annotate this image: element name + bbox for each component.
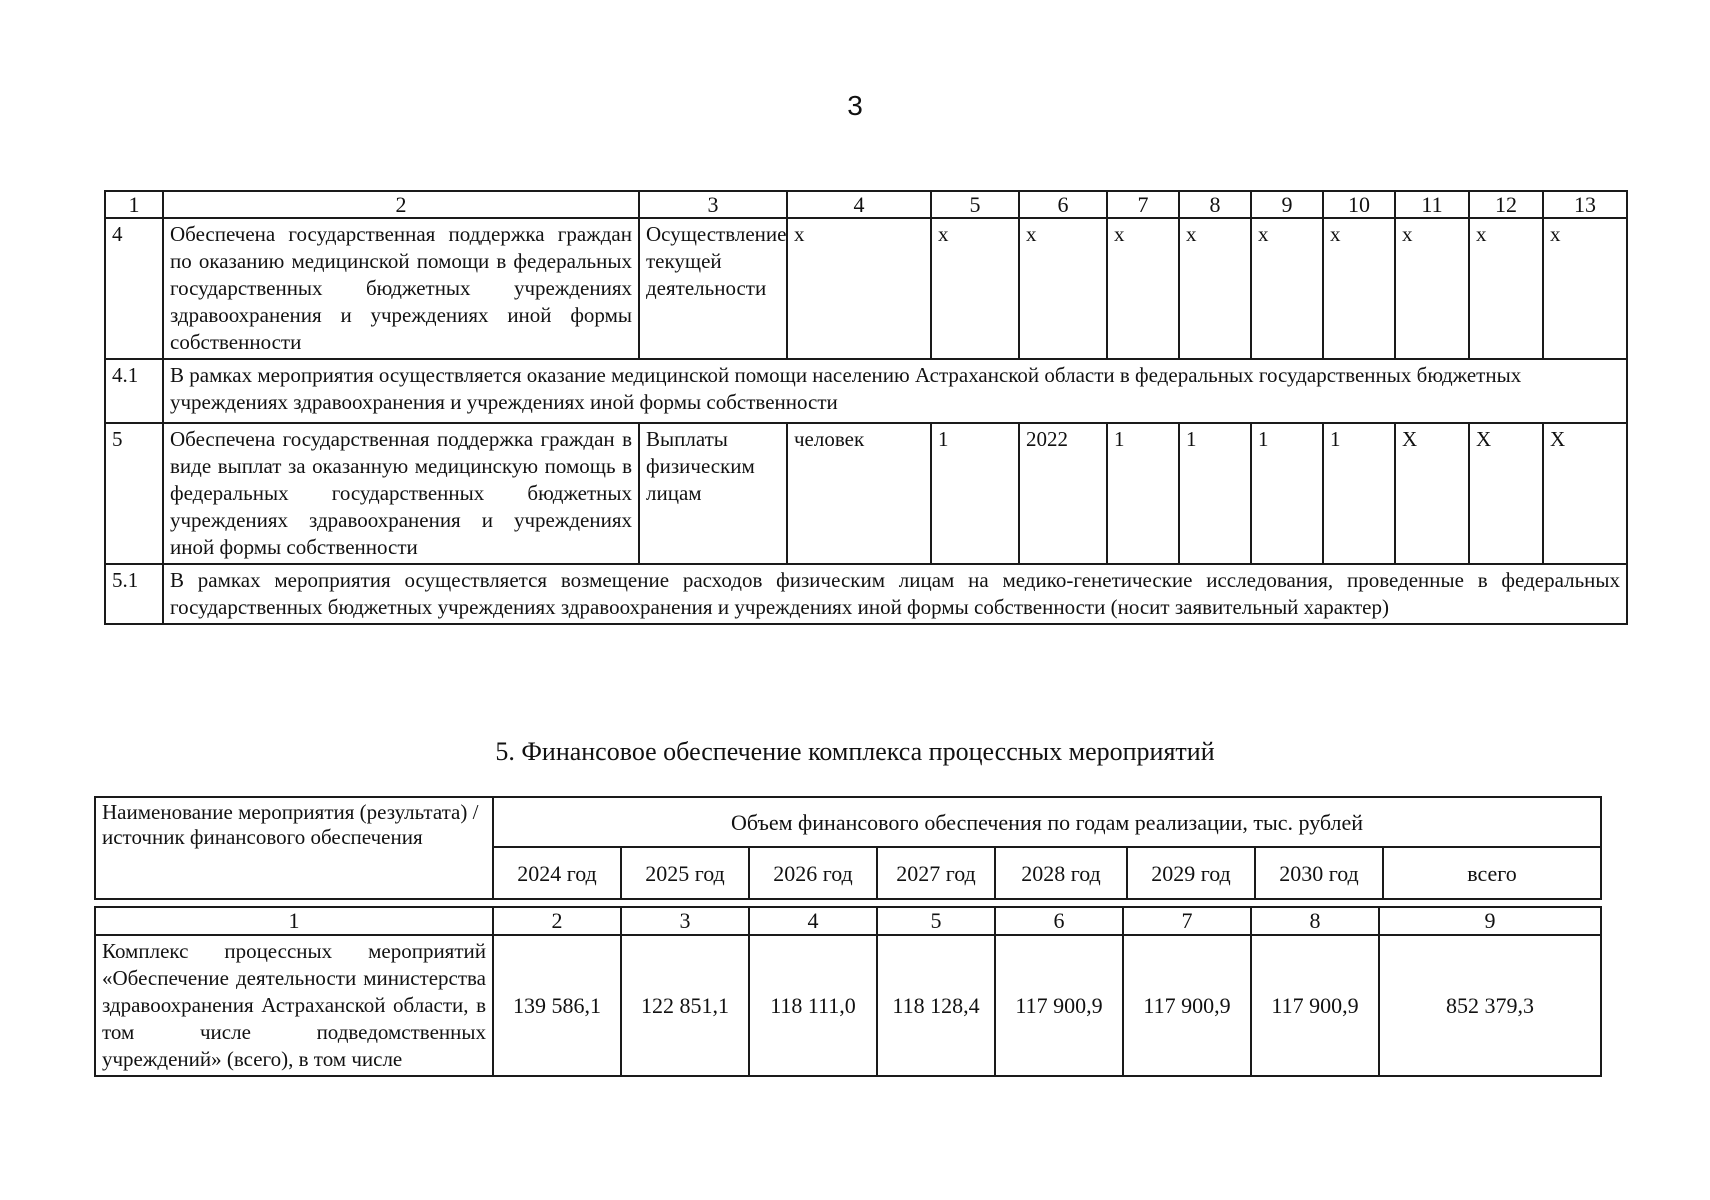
column-number: 3 xyxy=(639,191,787,218)
table-row xyxy=(105,564,1627,624)
column-number: 5 xyxy=(931,191,1019,218)
amount-cell: 118 128,4 xyxy=(877,935,995,1076)
activity-name: Комплекс процессных мероприятий «Обеспечение деятельности министерства здравоохранения Астраханской области, в том числе подведомственных учреждений» (всего), в том числе xyxy=(95,935,493,1076)
value-cell: х xyxy=(1107,218,1179,359)
value-cell: 1 xyxy=(1179,423,1251,564)
result-name: Обеспечена государственная поддержка граждан по оказанию медицинской помощи в федеральных государственных бюджетных учреждениях здравоохранения и учреждениях иной формы собственности xyxy=(163,218,639,359)
value-cell: х xyxy=(1019,218,1107,359)
value-cell: х xyxy=(1323,218,1395,359)
page-number: 3 xyxy=(847,90,863,121)
column-number: 2 xyxy=(163,191,639,218)
row-number: 4 xyxy=(105,218,163,359)
description-cell: В рамках мероприятия осуществляется возмещение расходов физическим лицам на медико-генетические исследования, проведенные в федеральных государственных бюджетных учреждениях здравоохранения и учреждениях иной формы собственности (носит заявительный характер) xyxy=(163,564,1627,624)
column-number: 6 xyxy=(1019,191,1107,218)
column-number: 7 xyxy=(1123,907,1251,935)
table-row xyxy=(95,935,1601,1076)
amount-cell: 117 900,9 xyxy=(1251,935,1379,1076)
column-number: 4 xyxy=(787,191,931,218)
value-cell: Х xyxy=(1543,423,1627,564)
unit-cell: х xyxy=(787,218,931,359)
column-number: 7 xyxy=(1107,191,1179,218)
column-number-row xyxy=(95,907,1601,935)
value-cell: х xyxy=(931,218,1019,359)
row-number: 5 xyxy=(105,423,163,564)
year-header: 2025 год xyxy=(621,847,749,899)
result-type: Осуществление текущей деятельности xyxy=(639,218,787,359)
column-number: 1 xyxy=(105,191,163,218)
value-cell: х xyxy=(1543,218,1627,359)
amount-cell: 118 111,0 xyxy=(749,935,877,1076)
year-header: 2027 год xyxy=(877,847,995,899)
value-cell: х xyxy=(1469,218,1543,359)
amount-cell: 117 900,9 xyxy=(995,935,1123,1076)
column-number: 3 xyxy=(621,907,749,935)
description-cell: В рамках мероприятия осуществляется оказание медицинской помощи населению Астраханской области в федеральных государственных бюджетных учреждениях здравоохранения и учреждениях иной формы собственности xyxy=(163,359,1627,423)
total-header: всего xyxy=(1383,847,1601,899)
amount-cell: 139 586,1 xyxy=(493,935,621,1076)
column-number: 12 xyxy=(1469,191,1543,218)
column-number: 13 xyxy=(1543,191,1627,218)
value-cell: 2022 xyxy=(1019,423,1107,564)
table-row xyxy=(105,359,1627,423)
value-cell: 1 xyxy=(1107,423,1179,564)
value-cell: 1 xyxy=(1323,423,1395,564)
column-number: 1 xyxy=(95,907,493,935)
name-header: Наименование мероприятия (результата) / источник финансового обеспечения xyxy=(95,797,493,899)
result-type: Выплаты физическим лицам xyxy=(639,423,787,564)
column-number: 9 xyxy=(1251,191,1323,218)
total-cell: 852 379,3 xyxy=(1379,935,1601,1076)
value-cell: х xyxy=(1395,218,1469,359)
year-header: 2029 год xyxy=(1127,847,1255,899)
value-cell: х xyxy=(1179,218,1251,359)
value-cell: 1 xyxy=(1251,423,1323,564)
amount-cell: 122 851,1 xyxy=(621,935,749,1076)
row-number: 5.1 xyxy=(105,564,163,624)
results-table xyxy=(104,190,1628,625)
table-row xyxy=(105,423,1627,564)
year-header: 2024 год xyxy=(493,847,621,899)
column-number: 5 xyxy=(877,907,995,935)
column-number: 4 xyxy=(749,907,877,935)
table-row xyxy=(105,218,1627,359)
column-number: 6 xyxy=(995,907,1123,935)
value-cell: 1 xyxy=(931,423,1019,564)
column-number-row xyxy=(105,191,1627,218)
column-number: 10 xyxy=(1323,191,1395,218)
year-header: 2026 год xyxy=(749,847,877,899)
unit-cell: человек xyxy=(787,423,931,564)
column-number: 8 xyxy=(1251,907,1379,935)
finance-table xyxy=(94,906,1602,1077)
row-number: 4.1 xyxy=(105,359,163,423)
column-number: 11 xyxy=(1395,191,1469,218)
value-cell: х xyxy=(1251,218,1323,359)
column-number: 9 xyxy=(1379,907,1601,935)
finance-table-header xyxy=(94,796,1602,900)
amount-cell: 117 900,9 xyxy=(1123,935,1251,1076)
value-cell: Х xyxy=(1469,423,1543,564)
year-header: 2030 год xyxy=(1255,847,1383,899)
column-number: 2 xyxy=(493,907,621,935)
section-title: 5. Финансовое обеспечение комплекса процессных мероприятий xyxy=(495,737,1215,766)
column-number: 8 xyxy=(1179,191,1251,218)
result-name: Обеспечена государственная поддержка граждан в виде выплат за оказанную медицинскую помощь в федеральных государственных бюджетных учреждениях здравоохранения и учреждениях иной формы собственности xyxy=(163,423,639,564)
value-cell: Х xyxy=(1395,423,1469,564)
year-header: 2028 год xyxy=(995,847,1127,899)
group-header: Объем финансового обеспечения по годам реализации, тыс. рублей xyxy=(493,797,1601,847)
